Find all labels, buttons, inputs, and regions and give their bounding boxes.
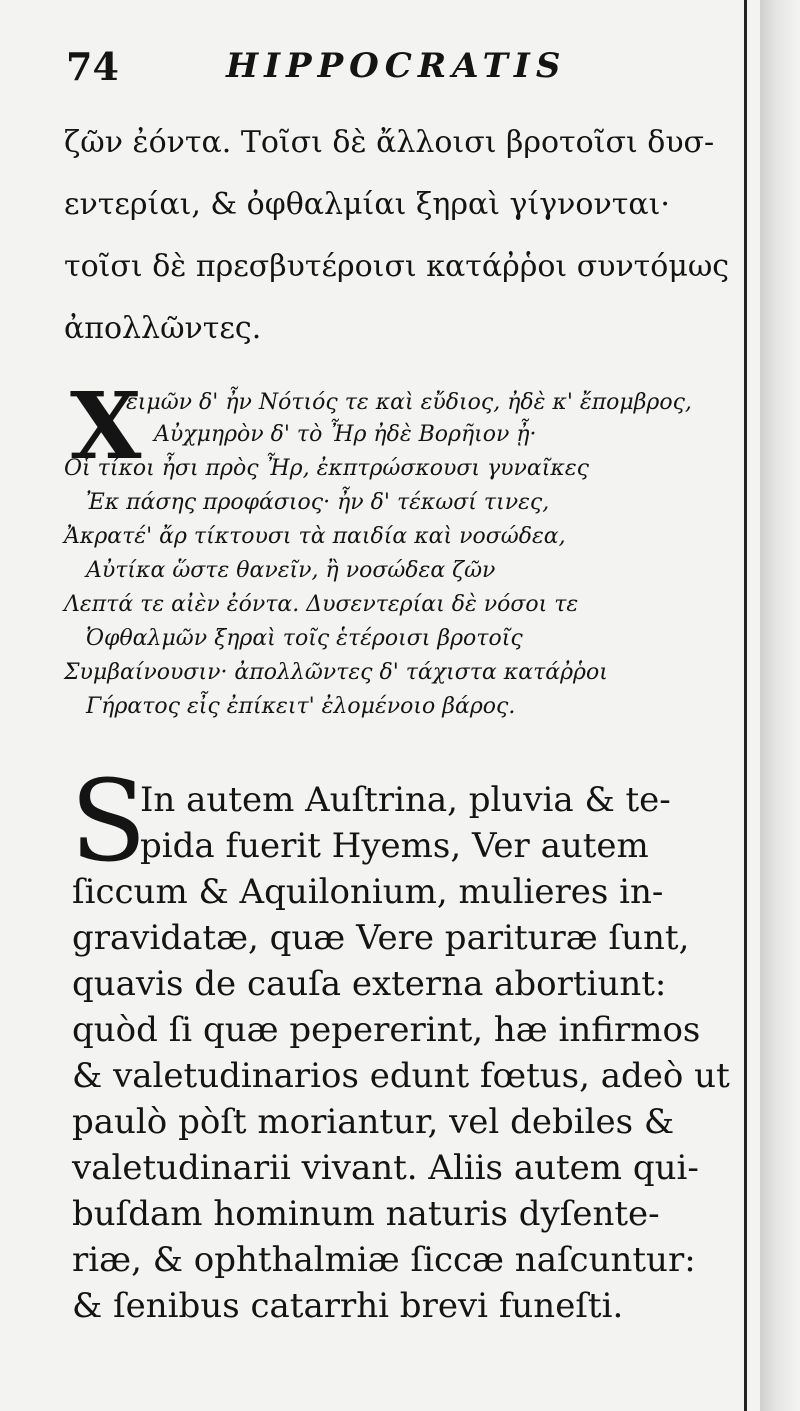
verse-line: Οἱ τίκοι ἦσι πρὸς Ἦρ, ἐκπτρώσκουσι γυναῖκες <box>64 456 589 481</box>
latin-line: gravidatæ, quæ Vere parituræ ſunt, <box>72 918 690 958</box>
verse-line: Γήρατος εἶς ἐπίκειτ' ἐλομένοιο βάρος. <box>86 694 516 719</box>
verse-line: Λεπτά τε αἰὲν ἐόντα. Δυσεντερίαι δὲ νόσοι τε <box>64 592 579 617</box>
verse-line: Ἐκ πάσης προφάσιος· ἦν δ' τέκωσί τινες, <box>86 490 550 515</box>
greek-prose-line: εντερίαι, & ὀφθαλμίαι ξηραὶ γίγνονται· <box>64 187 670 222</box>
latin-drop-cap: S <box>70 757 147 887</box>
latin-line: & ſenibus catarrhi brevi funeſti. <box>72 1286 624 1326</box>
latin-line: pida fuerit Hyems, Ver autem <box>140 826 649 866</box>
facing-page-edge <box>760 0 800 1411</box>
latin-line: paulò pòſt moriantur, vel debiles & <box>72 1102 675 1142</box>
verse-line: Αὐτίκα ὥστε θανεῖν, ἢ νοσώδεα ζῶν <box>86 558 496 583</box>
greek-prose-line: τοῖσι δὲ πρεσβυτέροισι κατάῤῥοι συντόμως <box>64 249 730 284</box>
running-title: HIPPOCRATIS <box>226 46 567 86</box>
verse-line: ειμῶν δ' ἦν Νότιός τε καὶ εὔδιος, ἠδὲ κ' ἔπομβρος, <box>126 390 692 415</box>
greek-prose-line: ἀπολλῶντες. <box>64 311 262 346</box>
verse-line: Ἀκρατέ' ἄρ τίκτουσι τὰ παιδία καὶ νοσώδεα, <box>64 524 566 549</box>
latin-line: buſdam hominum naturis dyſente- <box>72 1194 660 1234</box>
latin-line: & valetudinarios edunt fœtus, adeò ut <box>72 1056 730 1096</box>
latin-line: quavis de cauſa externa abortiunt: <box>72 964 667 1004</box>
latin-line: riæ, & ophthalmiæ ſiccæ naſcuntur: <box>72 1240 696 1280</box>
latin-line: valetudinarii vivant. Aliis autem qui- <box>72 1148 699 1188</box>
verse-line: Αὐχμηρὸν δ' τὸ Ἦρ ἠδὲ Βορῆιον ᾖ· <box>154 422 537 447</box>
greek-prose-line: ζῶν ἐόντα. Τοῖσι δὲ ἄλλοισι βροτοῖσι δυσ- <box>64 125 715 160</box>
page-number: 74 <box>66 44 119 89</box>
verse-line: Συμβαίνουσιν· ἀπολλῶντες δ' τάχιστα κατάῤῥοι <box>64 660 608 685</box>
latin-line: ſiccum & Aquilonium, mulieres in- <box>72 872 664 912</box>
greek-prose-block <box>64 112 754 360</box>
verse-line: Ὀφθαλμῶν ξηραὶ τοῖς ἑτέροισι βροτοῖς <box>86 626 523 651</box>
latin-line: quòd ſi quæ pepererint, hæ infirmos <box>72 1010 701 1050</box>
page-edge-shadow <box>744 0 747 1411</box>
latin-line: In autem Auſtrina, pluvia & te- <box>140 780 671 820</box>
page-header <box>66 44 746 104</box>
verse-drop-cap: X <box>70 372 142 480</box>
